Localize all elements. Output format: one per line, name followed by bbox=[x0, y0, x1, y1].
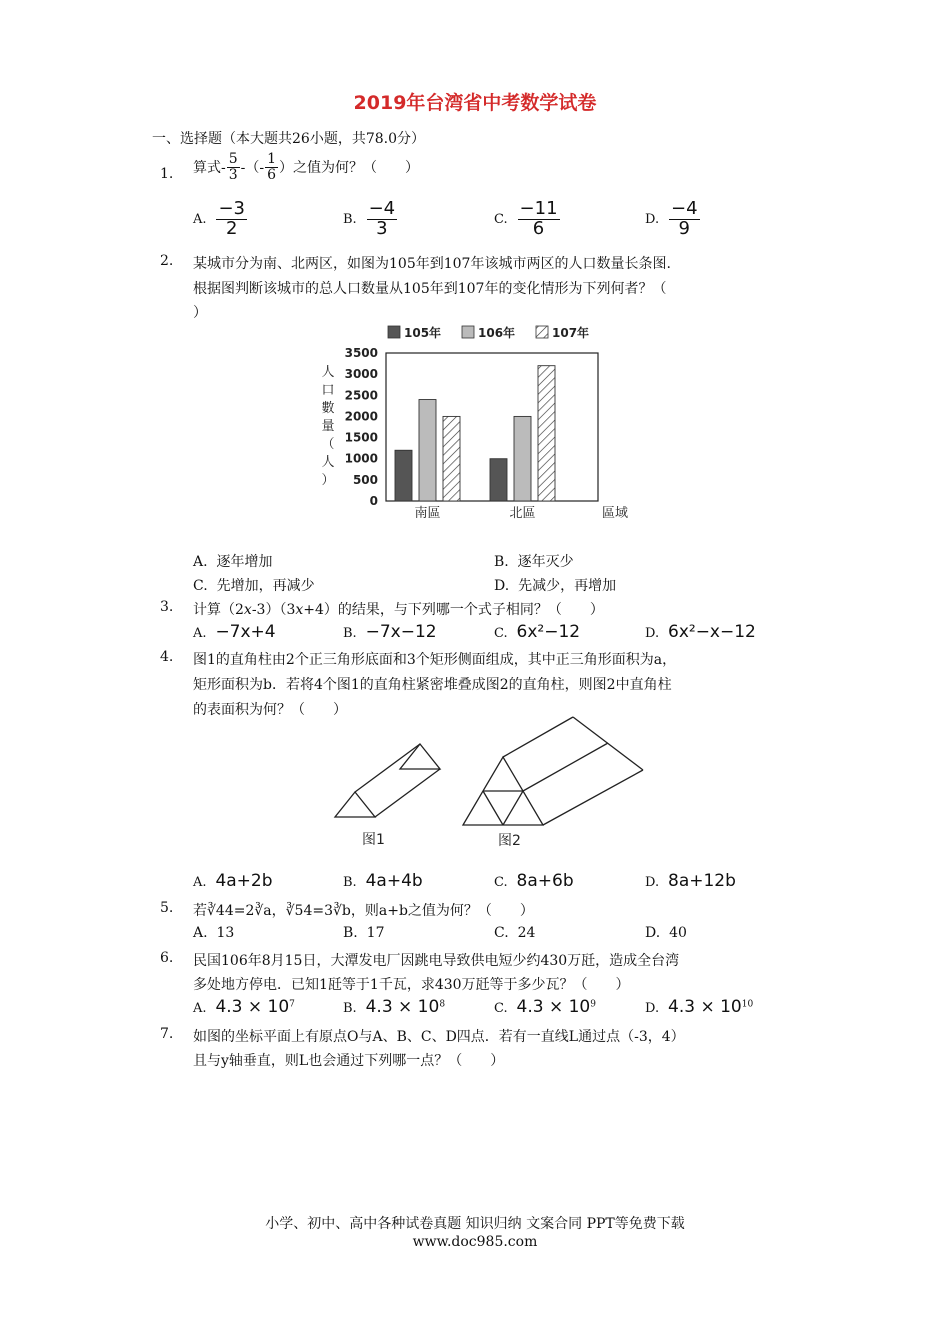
y-axis-label-char: 數 bbox=[321, 401, 335, 416]
question-number: 7. bbox=[160, 1026, 174, 1042]
stem-text: -（- bbox=[240, 160, 265, 177]
x-axis-label: 區域 bbox=[601, 506, 629, 521]
bar bbox=[395, 450, 412, 501]
bar-chart bbox=[300, 318, 660, 530]
question-stem bbox=[193, 152, 419, 182]
section-heading: 一、选择题（本大题共26小题，共78.0分） bbox=[152, 131, 425, 147]
prism-figure-1 bbox=[335, 744, 440, 817]
option-c[interactable]: C. $\frac{-11}{6}$ bbox=[494, 198, 558, 239]
footer-line: 小学、初中、高中各种试卷真题 知识归纳 文案合同 PPT等免费下载 bbox=[265, 1216, 685, 1232]
question-number: 4. bbox=[160, 649, 174, 665]
legend-swatch bbox=[388, 326, 400, 338]
bar bbox=[443, 416, 460, 501]
fraction: $\frac{5}{3}$ bbox=[228, 151, 238, 183]
prism-figure-2 bbox=[463, 717, 643, 825]
legend-swatch bbox=[536, 326, 548, 338]
y-axis-label-char: 人 bbox=[321, 455, 335, 470]
option-d[interactable]: D. 6x²−x−12 bbox=[645, 622, 756, 642]
bar bbox=[514, 416, 531, 501]
stem-text: 算式- bbox=[193, 160, 226, 177]
page-title: 2019年台湾省中考数学试卷 bbox=[353, 92, 597, 114]
bar bbox=[538, 366, 555, 501]
question-stem-line: ） bbox=[193, 305, 207, 321]
legend-label: 107年 bbox=[552, 326, 590, 340]
option-c[interactable]: C. 6x²−12 bbox=[494, 622, 581, 642]
question-stem-line: 根据图判断该城市的总人口数量从105年到107年的变化情形为下列何者？（ bbox=[193, 281, 667, 297]
option-d[interactable]: D. 先减少，再增加 bbox=[494, 578, 617, 594]
y-tick-label: 2000 bbox=[344, 409, 378, 424]
question-stem: 计算（2x-3）（3x+4）的结果，与下列哪一个式子相同？（ ） bbox=[193, 602, 604, 618]
option-b[interactable]: B. 17 bbox=[343, 925, 385, 941]
option-d[interactable]: D. 8a+12b bbox=[645, 871, 736, 891]
question-stem: 若∛44=2∛a，∛54=3∛b，则a+b之值为何？（ ） bbox=[193, 903, 534, 919]
option-c[interactable]: C. $4.3 \times 10^9$ bbox=[494, 997, 596, 1017]
y-axis-label-char: ） bbox=[321, 473, 335, 488]
bar bbox=[490, 459, 507, 501]
option-b[interactable]: B. $4.3 \times 10^8$ bbox=[343, 997, 446, 1017]
option-c[interactable]: C. 先增加，再减少 bbox=[193, 578, 315, 594]
y-tick-label: 3500 bbox=[344, 346, 378, 360]
question-stem-line: 如图的坐标平面上有原点O与A、B、C、D四点．若有一直线L通过点（-3，4） bbox=[193, 1029, 685, 1045]
legend-swatch bbox=[462, 326, 474, 338]
question-stem-line: 多处地方停电．已知1瓩等于1千瓦，求430万瓩等于多少瓦？（ ） bbox=[193, 977, 630, 993]
y-axis-label-char: 口 bbox=[321, 383, 335, 398]
x-tick-label: 北區 bbox=[509, 506, 536, 521]
y-axis-label-char: （ bbox=[321, 437, 335, 452]
y-axis-label-char: 量 bbox=[321, 419, 335, 434]
option-a[interactable]: A. 13 bbox=[193, 925, 235, 941]
option-d[interactable]: D. $4.3 \times 10^{10}$ bbox=[645, 997, 754, 1017]
option-d[interactable]: D. $\frac{-4}{9}$ bbox=[645, 198, 698, 239]
option-c[interactable]: C. 24 bbox=[494, 925, 536, 941]
option-a[interactable]: A. $4.3 \times 10^7$ bbox=[193, 997, 295, 1017]
figure-2-label: 图2 bbox=[498, 833, 521, 849]
y-tick-label: 0 bbox=[369, 494, 378, 508]
x-tick-label: 南區 bbox=[414, 506, 441, 521]
fraction: $\frac{1}{6}$ bbox=[267, 151, 277, 183]
figure-1-label: 图1 bbox=[362, 832, 385, 848]
legend-label: 106年 bbox=[478, 326, 516, 340]
y-axis-label-char: 人 bbox=[321, 365, 335, 380]
y-tick-label: 500 bbox=[352, 472, 378, 487]
y-tick-label: 2500 bbox=[344, 388, 378, 403]
question-number: 6. bbox=[160, 950, 174, 966]
y-tick-label: 1500 bbox=[344, 430, 378, 445]
question-stem-line: 某城市分为南、北两区，如图为105年到107年该城市两区的人口数量长条图. bbox=[193, 256, 671, 272]
question-stem-line: 矩形面积为b．若将4个图1的直角柱紧密堆叠成图2的直角柱，则图2中直角柱 bbox=[193, 677, 672, 693]
footer-url[interactable]: www.doc985.com bbox=[412, 1234, 538, 1250]
question-number: 1. bbox=[160, 166, 174, 182]
question-stem-line: 且与y轴垂直，则L也会通过下列哪一点？（ ） bbox=[193, 1053, 505, 1069]
prism-figures bbox=[325, 712, 665, 857]
option-b[interactable]: B. $\frac{-4}{3}$ bbox=[343, 198, 396, 239]
option-b[interactable]: B. 4a+4b bbox=[343, 871, 423, 891]
question-number: 5. bbox=[160, 900, 174, 916]
y-tick-label: 1000 bbox=[344, 451, 378, 466]
option-a[interactable]: A. $\frac{-3}{2}$ bbox=[193, 198, 245, 239]
question-number: 2. bbox=[160, 253, 174, 269]
question-stem-line: 民国106年8月15日，大潭发电厂因跳电导致供电短少约430万瓩，造成全台湾 bbox=[193, 953, 680, 969]
question-stem-line: 的表面积为何？（ ） bbox=[193, 702, 347, 718]
option-a[interactable]: A. 逐年增加 bbox=[193, 554, 273, 570]
stem-text: ）之值为何？（ ） bbox=[279, 160, 420, 177]
bar bbox=[419, 400, 436, 501]
option-a[interactable]: A. −7x+4 bbox=[193, 622, 276, 642]
option-b[interactable]: B. −7x−12 bbox=[343, 622, 437, 642]
option-c[interactable]: C. 8a+6b bbox=[494, 871, 574, 891]
question-number: 3. bbox=[160, 599, 174, 615]
option-b[interactable]: B. 逐年灭少 bbox=[494, 554, 574, 570]
option-d[interactable]: D. 40 bbox=[645, 925, 687, 941]
question-stem-line: 图1的直角柱由2个正三角形底面和3个矩形侧面组成，其中正三角形面积为a， bbox=[193, 652, 677, 668]
option-a[interactable]: A. 4a+2b bbox=[193, 871, 273, 891]
legend-label: 105年 bbox=[404, 326, 442, 340]
y-tick-label: 3000 bbox=[344, 367, 378, 382]
